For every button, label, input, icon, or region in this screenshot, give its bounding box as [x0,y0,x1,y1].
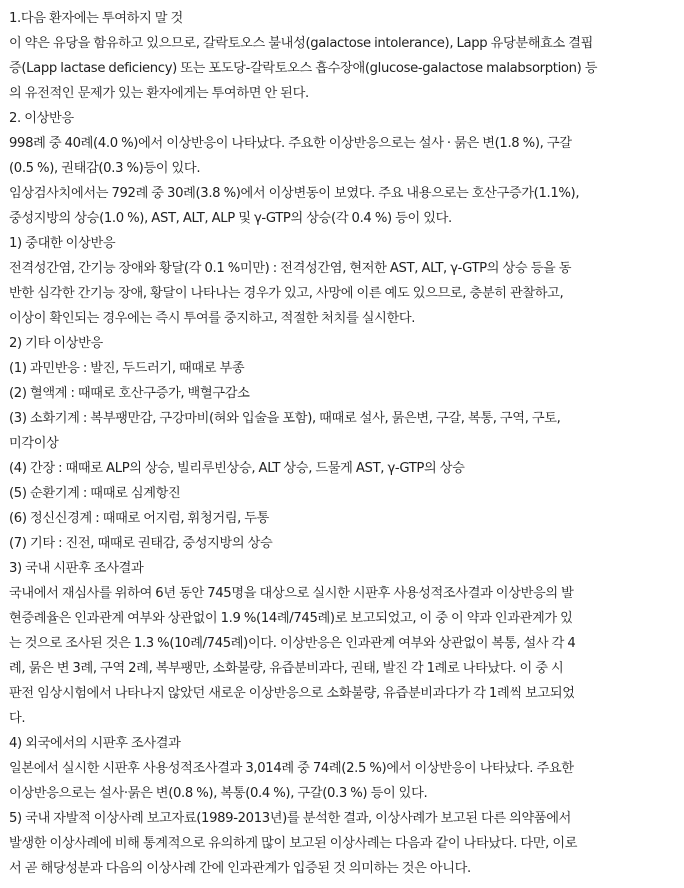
paragraph-line: 증(Lapp lactase deficiency) 또는 포도당-갈락토오스 흡수장애(glucose-galactose malabsorption) 등 [9,61,598,76]
subsection-heading-domestic-survey: 3) 국내 시판후 조사결과 [9,561,144,576]
paragraph-line: 이상반응으로는 설사·묽은 변(0.8 %), 복통(0.4 %), 구갈(0.3 %) 등이 있다. [9,786,428,801]
list-item: (4) 간장 : 때때로 ALP의 상승, 빌리루빈상승, ALT 상승, 드물게 AST, γ-GTP의 상승 [9,461,465,476]
paragraph-line: 중성지방의 상승(1.0 %), AST, ALT, ALP 및 γ-GTP의 상승(각 0.4 %) 등이 있다. [9,211,452,226]
list-item-continuation: 미각이상 [9,436,59,451]
paragraph-line: 국내에서 재심사를 위하여 6년 동안 745명을 대상으로 실시한 시판후 사용성적조사결과 이상반응의 발 [9,586,574,601]
paragraph-line: 례, 묽은 변 3례, 구역 2례, 복부팽만, 소화불량, 유즙분비과다, 권태, 발진 각 1례로 나타났다. 이 중 시 [9,661,564,676]
paragraph-line: 998례 중 40례(4.0 %)에서 이상반응이 나타났다. 주요한 이상반응으로는 설사 · 묽은 변(1.8 %), 구갈 [9,136,572,151]
paragraph-line: 판전 임상시험에서 나타나지 않았던 새로운 이상반응으로 소화불량, 유즙분비과다가 각 1례씩 보고되었 [9,686,575,701]
paragraph-line: 반한 심각한 간기능 장애, 황달이 나타나는 경우가 있고, 사망에 이른 예도 있으므로, 충분히 관찰하고, [9,286,564,301]
paragraph-line: 임상검사치에서는 792례 중 30례(3.8 %)에서 이상변동이 보였다. 주요 내용으로는 호산구증가(1.1%), [9,186,580,201]
list-item: (6) 정신신경계 : 때때로 어지럼, 휘청거림, 두통 [9,511,270,526]
paragraph-line: 이상이 확인되는 경우에는 즉시 투여를 중지하고, 적절한 처치를 실시한다. [9,311,416,326]
paragraph-line: 이 약은 유당을 함유하고 있으므로, 갈락토오스 불내성(galactose intolerance), Lapp 유당분해효소 결핍 [9,36,594,51]
paragraph-line: (0.5 %), 권태감(0.3 %)등이 있다. [9,161,201,176]
paragraph-line: 현증례율은 인과관계 여부와 상관없이 1.9 %(14례/745례)로 보고되었고, 이 중 이 약과 인과관계가 있 [9,611,573,626]
paragraph-line: 서 곧 해당성분과 다음의 이상사례 간에 인과관계가 입증된 것 의미하는 것은 아니다. [9,861,471,876]
subsection-heading-spontaneous-reports: 5) 국내 자발적 이상사례 보고자료(1989-2013년)를 분석한 결과, 이상사례가 보고된 다른 의약품에서 [9,811,572,826]
paragraph-line: 전격성간염, 간기능 장애와 황달(각 0.1 %미만) : 전격성간염, 현저한 AST, ALT, γ-GTP의 상승 등을 동 [9,261,572,276]
list-item: (2) 혈액계 : 때때로 호산구증가, 백혈구감소 [9,386,250,401]
list-item: (5) 순환기계 : 때때로 심계항진 [9,486,181,501]
paragraph-line: 다. [9,711,26,726]
subsection-heading-foreign-survey: 4) 외국에서의 시판후 조사결과 [9,736,181,751]
subsection-heading-serious-reactions: 1) 중대한 이상반응 [9,236,116,251]
paragraph-line: 일본에서 실시한 시판후 사용성적조사결과 3,014례 중 74례(2.5 %)에서 이상반응이 나타났다. 주요한 [9,761,574,776]
section-heading-contraindications: 1.다음 환자에는 투여하지 말 것 [9,11,183,26]
subsection-heading-other-reactions: 2) 기타 이상반응 [9,336,103,351]
paragraph-line: 발생한 이상사례에 비해 통계적으로 유의하게 많이 보고된 이상사례는 다음과 같이 나타났다. 다만, 이로 [9,836,578,851]
paragraph-line: 는 것으로 조사된 것은 1.3 %(10례/745례)이다. 이상반응은 인과관계 여부와 상관없이 복통, 설사 각 4 [9,636,576,651]
paragraph-line: 의 유전적인 문제가 있는 환자에게는 투여하면 안 된다. [9,86,309,101]
section-heading-adverse-reactions: 2. 이상반응 [9,111,74,126]
list-item: (1) 과민반응 : 발진, 두드러기, 때때로 부종 [9,361,245,376]
list-item: (7) 기타 : 진전, 때때로 권태감, 중성지방의 상승 [9,536,273,551]
list-item: (3) 소화기계 : 복부팽만감, 구강마비(혀와 입술을 포함), 때때로 설사, 묽은변, 구갈, 복통, 구역, 구토, [9,411,561,426]
